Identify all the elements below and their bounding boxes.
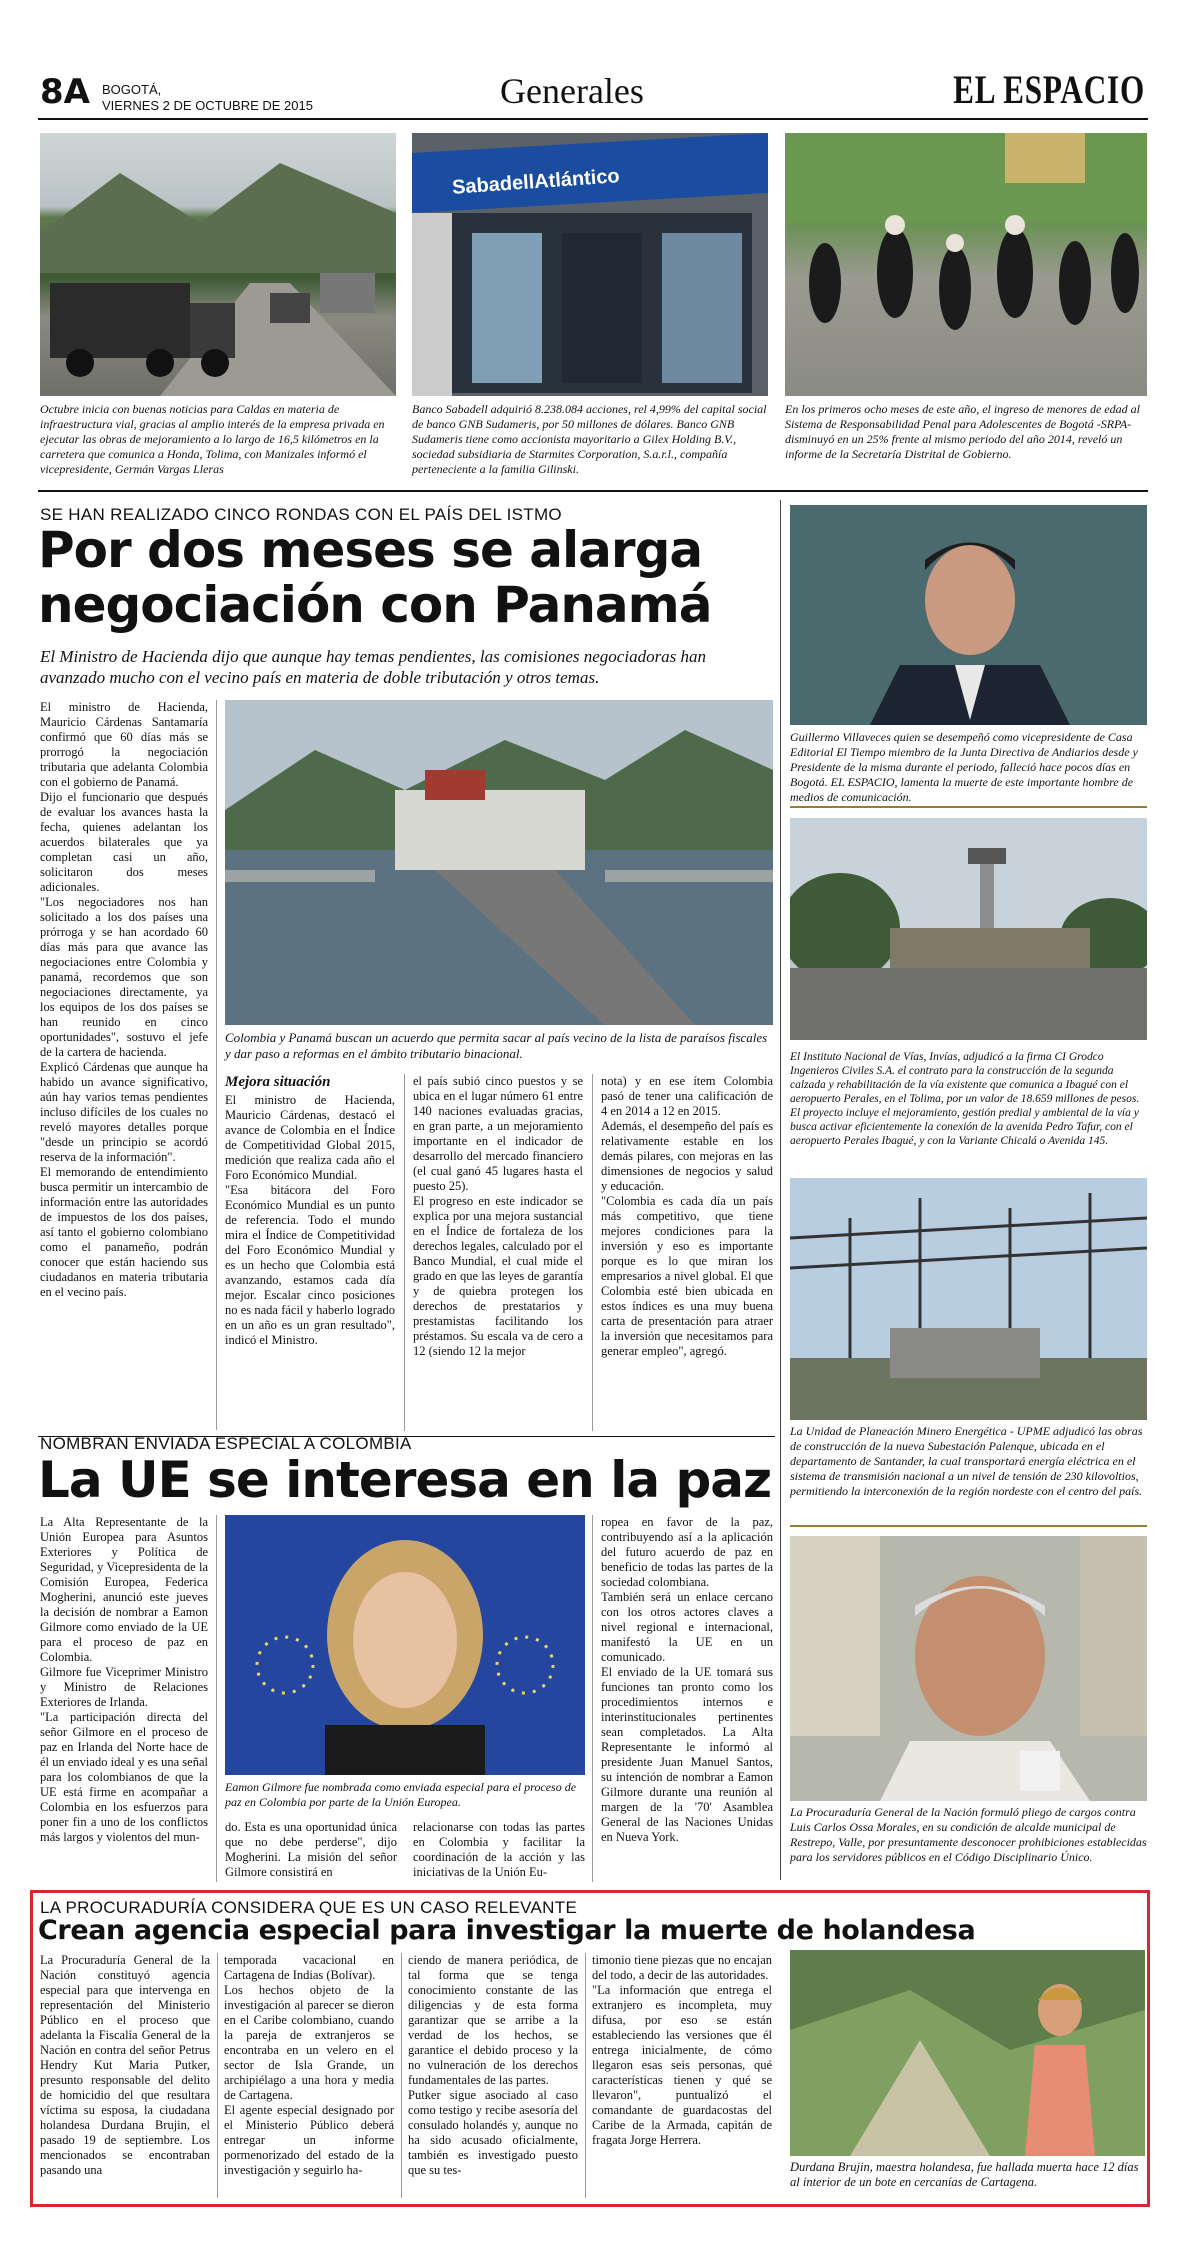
right-rule-2 (790, 1525, 1147, 1527)
panama-body-col4: nota) y en ese ítem Colombia pasó de tener una calificación de 4 en 2014 a 12 en 2015. Además, el desempeño del país es relativamente estable en los demás pilares, con mejoras en las dimensiones de negocios y salud y educación. "Colombia es cada día un país más competitivo, que tiene mejores condiciones para la inversión y eso es importante porque es lo que miran los empresarios a nivel global. El que Colombia esté bien ubicada en estos índices es una muy buena carta de presentación para atraer la inversión que necesitamos para generar empleo", agregó. (601, 1074, 773, 1358)
mayor-illustration (790, 1536, 1147, 1801)
caption-sabadell: Banco Sabadell adquirió 8.238.084 acciones, rel 4,99% del capital social de banco GNB Sudameris, por 50 millones de dólares. Banco GNB Sudameris tiene como accionista mayoritario a Gilex Holding B.V., sociedad subsidiaria de Starmites Corporation, S.a.r.l., compañía perteneciente a la familia Gilinski. (412, 402, 767, 476)
panama-headline-line2: negociación con Panamá (38, 576, 712, 634)
ue-body-col4: ropea en favor de la paz, contribuyendo así a la aplicación del futuro acuerdo de paz en beneficio de todas las partes de la sociedad colombiana. También será un enlace cercano con los otros actores claves a nivel regional e internacional, manifestó la UE en un comunicado. El enviado de la UE tomará sus funciones tan pronto como los procedimientos internos e interinstitucionales pertinentes sean completados. La Alta Representante le informó al presidente Juan Manuel Santos, su intención de nombrar a Eamon Gilmore durante una reunión al margen de la '70' Asamblea General de las Naciones Unidas en Nueva York. (601, 1515, 773, 1844)
panama-body-col1: El ministro de Hacienda, Mauricio Cárdenas Santamaría confirmó que 60 días más se prorrogó la negociación tributaria que adelanta Colombia con el gobierno de Panamá. Dijo el funcionario que después de evaluar los avances hasta la fecha, quienes adelantan los acuerdos bilaterales que ya completan casi un año, solicitaron dos meses adicionales. "Los negociadores nos han solicitado a los dos países una prórroga y se han acordado 60 días más para que avance las negociaciones entre Colombia y panamá, recordemos que son negociaciones directamente, ya los equipos de los dos países se han reunido en cinco oportunidades", sostuvo el jefe de la cartera de hacienda. Explicó Cárdenas que aunque ha habido un avance significativo, aún hay varios temas pendientes incluso difíciles de los cuales no reveló mayores detalles porque "desde un principio se acordó reserva de la información". El memorando de entendimiento busca permitir un intercambio de información entre las autoridades de impuestos de los dos países, así tanto el gobierno colombiano como el panameño, podrán conocer que están haciendo sus ciudadanos en materia tributaria en el vecino país. (40, 700, 208, 1299)
photo-perales-airport (790, 818, 1147, 1040)
panama-left-divider (216, 700, 217, 1430)
ue-kicker: NOMBRAN ENVIADA ESPECIAL A COLOMBIA (40, 1434, 412, 1453)
holandesa-body-col4: timonio tiene piezas que no encajan del todo, a decir de las autoridades. "La información que entrega el extranjero es incompleta, muy difusa, por eso se están estableciendo las versiones que él entrega inicialmente, de cómo llegaron esas seis personas, qué características tienen y qué se llevaron", puntualizó el comandante de guardacostas del Caribe de la Armada, capitán de fragata Jorge Herrera. (592, 1953, 772, 2147)
panama-kicker: SE HAN REALIZADO CINCO RONDAS CON EL PAÍS DEL ISTMO (40, 505, 562, 524)
holandesa-headline: Crean agencia especial para investigar la muerte de holandesa (38, 1915, 976, 1946)
photo-durdana-brujin (790, 1950, 1145, 2156)
ue-left-divider (216, 1515, 217, 1882)
villaveces-illustration (790, 505, 1147, 725)
panama-col-divider-2 (592, 1074, 593, 1431)
section-title: Generales (500, 71, 644, 111)
ue-body-col3: relacionarse con todas las partes en Colombia y facilitar la coordinación de la acción y las iniciativas de la Unión Eu- (413, 1820, 585, 1879)
caption-procuraduria-restrepo: La Procuraduría General de la Nación formuló pliego de cargos contra Luis Carlos Ossa Morales, en su condición de alcalde municipal de Restrepo, Valle, por presuntamente desconocer prohibiciones establecidas para los servidores públicos en el Código Disciplinario Único. (790, 1805, 1147, 1864)
caption-durdana-brujin: Durdana Brujin, maestra holandesa, fue hallada muerta hace 12 días al interior de un bote en cercanías de Cartagena. (790, 2160, 1139, 2189)
holandesa-body-col3: ciendo de manera periódica, de tal forma que se tenga conocimiento constante de las diligencias y de esta forma garantizar que se arribe a la verdad de los hechos, se garantice el debido proceso y la no vulneración de los derechos fundamentales de las partes. Putker sigue asociado al caso como testigo y recibe asesoría del consulado holandés y, aunque no ha sido acusado oficialmente, también es investigado puesto que su tes- (408, 1953, 578, 2177)
crowd-illustration (785, 133, 1147, 396)
canal-illustration (225, 700, 773, 1025)
dateline-city: BOGOTÁ, (102, 82, 162, 97)
right-column-divider (780, 500, 781, 1880)
bank-sign: SabadellAtlántico (451, 165, 621, 199)
holandesa-body-col1: La Procuraduría General de la Nación constituyó agencia especial para que intervenga en representación del Ministerio Público en el proceso que adelanta la Fiscalía General de la Nación en contra del señor Petrus Hendry Kut Maria Putker, presunto responsable del delito de homicidio del que resultara víctima su esposa, la ciudadana holandesa Durdana Brujin, el pasado 19 de septiembre. Los mencionados se encontraban pasando una (40, 1953, 210, 2177)
caption-srpa: En los primeros ocho meses de este año, el ingreso de menores de edad al Sistema de Responsabilidad Penal para Adolescentes de Bogotá -SRPA- disminuyó en un 25% frente al mismo periodo del año 2014, reveló un informe de la Secretaría Distrital de Gobierno. (785, 402, 1140, 461)
airport-illustration (790, 818, 1147, 1040)
holandesa-kicker: LA PROCURADURÍA CONSIDERA QUE ES UN CASO RELEVANTE (40, 1898, 578, 1917)
dateline-date: VIERNES 2 DE OCTUBRE DE 2015 (102, 98, 313, 113)
panama-body-col2: El ministro de Hacienda, Mauricio Cárdenas, destacó el avance de Colombia en el Índice de Competitividad Global 2015, medición que realiza cada año el Foro Económico Mundial. "Esa bitácora del Foro Económico Mundial es un punto de referencia. Todo el mundo mira el Índice de Competitividad del Foro Económico Mundial y es un hecho que Colombia está avanzando, estamos cada día mejor. Escalar cinco posiciones no es nada fácil y haberlo logrado en un año es un gran resultado", indicó el Ministro. (225, 1093, 395, 1347)
photo-ossa-morales (790, 1536, 1147, 1801)
right-rule-1 (790, 806, 1147, 808)
photo-panama-canal (225, 700, 773, 1025)
brujin-illustration (790, 1950, 1145, 2156)
caption-invias: El Instituto Nacional de Vías, Invías, adjudicó a la firma CI Grodco Ingenieros Civiles S.A. el contrato para la construcción de la segunda calzada y rehabilitación de la vía existente que comunica a Ibagué con el aeropuerto Perales, en el Tolima, por un valor de 18.659 millones de pesos. El proyecto incluye el mejoramiento, gestión predial y ambiental de la vía y busca activar eficientemente la conexión de la avenida Pedro Tafur, con el aeropuerto Perales Ibagué, y con la Variante Chicalá o Avenida 145. (790, 1051, 1140, 1147)
holandesa-body-col2: temporada vacacional en Cartagena de Indias (Bolívar). Los hechos objeto de la investigación al parecer se dieron en el Caribe colombiano, cuando la pareja de extranjeros se encontraba en un velero en el sector de Isla Grande, un archipiélago a una hora y media de Cartagena. El agente especial designado por el Ministerio Público deberá entregar un informe pormenorizado del estado de la investigación y seguirlo ha- (224, 1953, 394, 2177)
photo-youth-crowd (785, 133, 1147, 396)
caption-villaveces: Guillermo Villaveces quien se desempeñó como vicepresidente de Casa Editorial El Tiempo miembro de la Junta Directiva de Andiarios desde y Presidente de la misma durante el periodo, falleció hace pocos días en Bogotá. EL ESPACIO, lamenta la muerte de este importante hombre de medios de comunicación. (790, 730, 1138, 804)
photo-villaveces (790, 505, 1147, 725)
newspaper-logo: EL ESPACIO (953, 67, 1145, 112)
page-number: 8A (40, 72, 90, 112)
substation-illustration (790, 1178, 1147, 1420)
ue-body-col2: do. Esta es una oportunidad única que no debe perderse", dijo Mogherini. La misión del señor Gilmore consistirá en (225, 1820, 397, 1879)
ue-col-divider (592, 1515, 593, 1882)
panama-body-col3: el país subió cinco puestos y se ubica en el lugar número 61 entre 140 naciones evaluadas gracias, en gran parte, a un mejoramiento importante en el indicador de desarrollo del mercado financiero (el cual ganó 45 lugares hasta el puesto 25). El progreso en este indicador se explica por una mejora sustancial en el Índice de fortaleza de los derechos legales, calculado por el Banco Mundial, el cual mide el grado en que las leyes de garantía y de quiebra protegen los derechos de prestatarios y prestamistas facilitando los préstamos. Su escala va de cero a 12 (siendo 12 la mejor (413, 1074, 583, 1358)
caption-panama-canal: Colombia y Panamá buscan un acuerdo que permita sacar al país vecino de la lista de paraísos fiscales y dar paso a reformas en el ámbito tributario binacional. (225, 1030, 768, 1061)
photo-sabadell-branch (412, 133, 768, 396)
panama-lead: El Ministro de Hacienda dijo que aunque hay temas pendientes, las comisiones negociadoras han avanzado mucho con el vecino país en materia de doble tributación y otros temas. (40, 647, 707, 687)
panama-headline-line1: Por dos meses se alarga (38, 521, 703, 579)
photo-truck-highway (40, 133, 396, 396)
caption-caldas-roads: Octubre inicia con buenas noticias para Caldas en materia de infraestructura vial, gracias al amplio interés de la empresa privada en ejecutar las obras de mejoramiento a lo largo de 16,5 kilómetros en la carretera que comunica a Honda, Tolima, con Manizales informó el vicepresidente, Germán Vargas Lleras (40, 402, 385, 476)
panama-col-divider-1 (404, 1074, 405, 1431)
holandesa-col-divider-2 (401, 1953, 402, 2198)
masthead-rule (38, 118, 1148, 120)
truck-illustration (40, 133, 396, 396)
panama-subhead: Mejora situación (225, 1074, 331, 1090)
top-section-rule (38, 490, 1148, 492)
holandesa-col-divider-3 (585, 1953, 586, 2198)
ue-headline: La UE se interesa en la paz (38, 1451, 772, 1509)
photo-mogherini (225, 1515, 585, 1775)
photo-upme-substation (790, 1178, 1147, 1420)
portrait-illustration (225, 1515, 585, 1775)
caption-upme: La Unidad de Planeación Minero Energética - UPME adjudicó las obras de construcción de la nueva Subestación Palenque, ubicada en el departamento de Santander, la cual transportará energía eléctrica en el sistema de transmisión nacional a un nivel de tensión de 230 kilovoltios, permitiendo la interconexión de la región nordeste con el centro del país. (790, 1424, 1143, 1498)
ue-body-col1: La Alta Representante de la Unión Europea para Asuntos Exteriores y Política de Seguridad, y Vicepresidenta de la Comisión Europea, Federica Mogherini, anunció este jueves la decisión de nombrar a Eamon Gilmore como enviado de la UE para el proceso de paz en Colombia. Gilmore fue Viceprimer Ministro y Ministro de Relaciones Exteriores de Irlanda. "La participación directa del señor Gilmore en el proceso de paz en Irlanda del Norte hace de él un enviado ideal y es una señal para los colombianos de que la UE está firme en acompañar a Colombia en los esfuerzos para poner fin a uno de los conflictos más largos y violentos del mun- (40, 1515, 208, 1844)
holandesa-col-divider-1 (217, 1953, 218, 2198)
caption-mogherini: Eamon Gilmore fue nombrada como enviada especial para el proceso de paz en Colombia por parte de la Unión Europea. (225, 1780, 577, 1809)
